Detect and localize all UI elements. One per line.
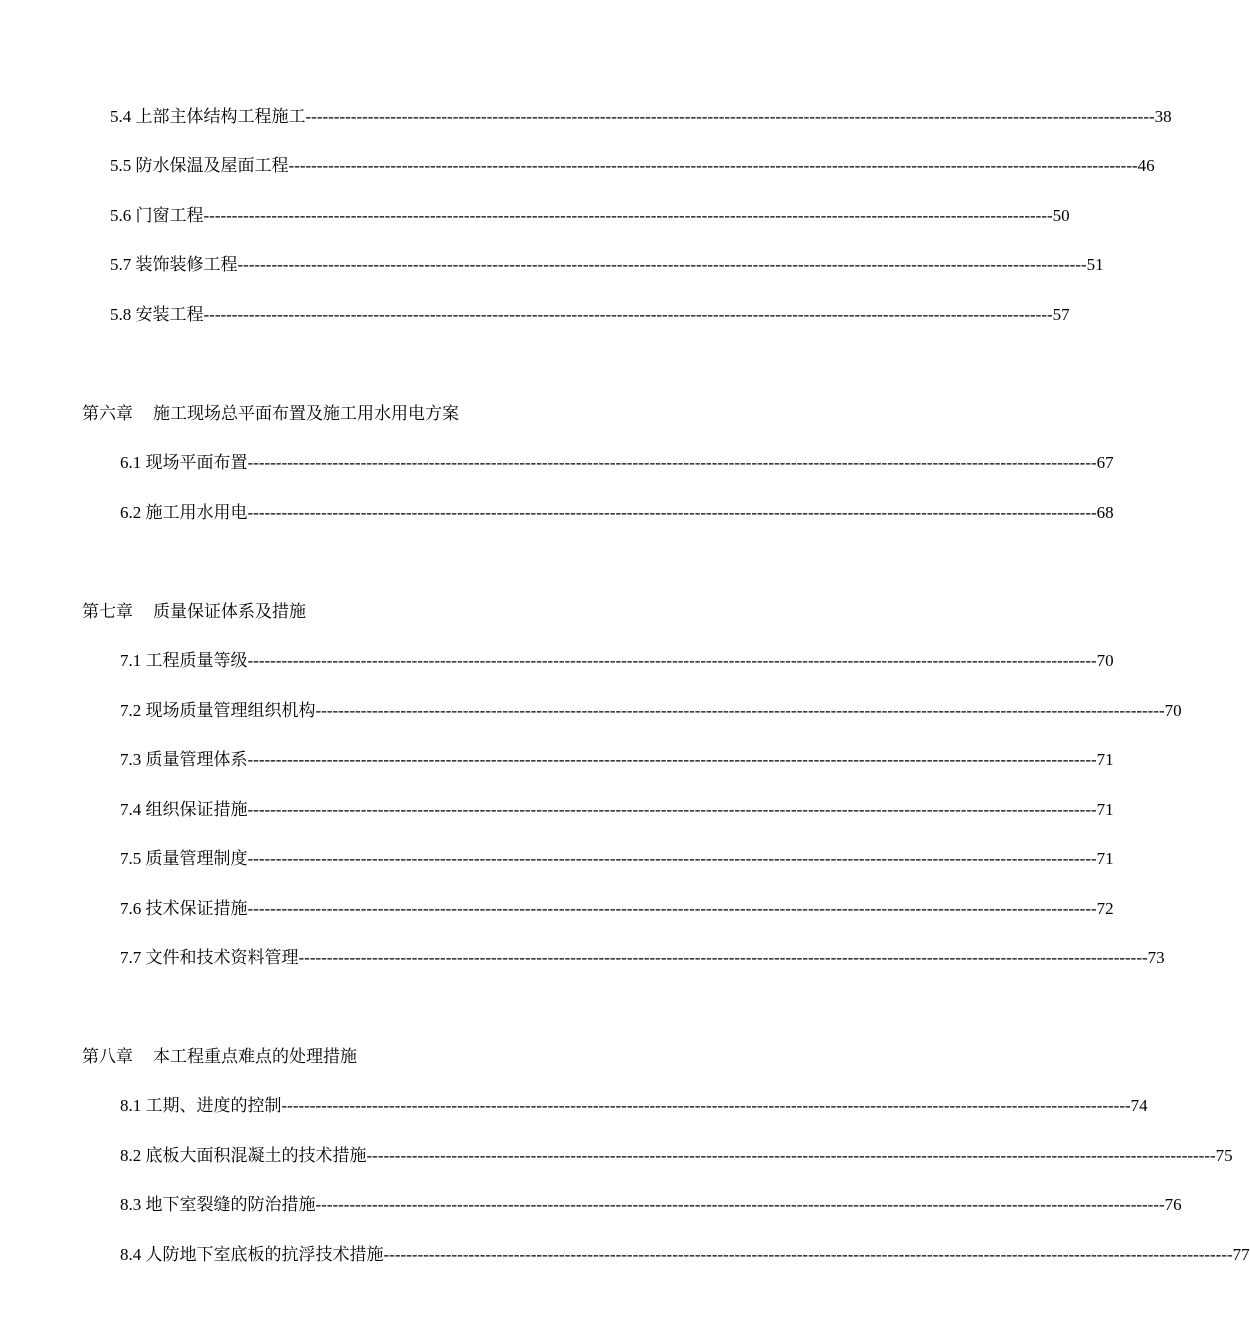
toc-entry-label: 7.4 组织保证措施 [120, 800, 248, 819]
toc-entry-label: 8.3 地下室裂缝的防治措施 [120, 1195, 316, 1214]
chapter-number: 第八章 [82, 1047, 133, 1067]
toc-entry-label: 7.6 技术保证措施 [120, 899, 248, 918]
toc-entry-7-2[interactable] [120, 700, 1182, 722]
toc-dot-leader: ------------------------------------------------------------------------------------------------------------------------------------------------------ [366, 1146, 1216, 1165]
toc-page-number: 68 [1096, 503, 1114, 522]
chapter-heading-7[interactable] [82, 601, 306, 623]
toc-dot-leader: ------------------------------------------------------------------------------------------------------------------------------------------------------ [247, 651, 1097, 670]
toc-page-number: 71 [1096, 750, 1114, 769]
toc-page-number: 70 [1096, 651, 1114, 670]
toc-entry-label: 7.2 现场质量管理组织机构 [120, 701, 316, 720]
toc-page-number: 71 [1096, 849, 1114, 868]
chapter-heading-8[interactable] [82, 1046, 357, 1068]
toc-entry-8-1[interactable] [120, 1095, 1148, 1117]
toc-entry-label: 5.7 装饰装修工程 [110, 255, 238, 274]
toc-entry-7-1[interactable] [120, 650, 1114, 672]
toc-dot-leader: ------------------------------------------------------------------------------------------------------------------------------------------------------ [305, 107, 1155, 126]
toc-page-number: 74 [1130, 1096, 1148, 1115]
toc-page-number: 38 [1154, 107, 1172, 126]
toc-entry-5-8[interactable] [110, 304, 1070, 326]
toc-page-number: 67 [1096, 453, 1114, 472]
toc-entry-5-6[interactable] [110, 205, 1070, 227]
toc-entry-label: 7.1 工程质量等级 [120, 651, 248, 670]
toc-entry-7-6[interactable] [120, 898, 1114, 920]
chapter-heading-6[interactable] [82, 403, 459, 425]
toc-entry-7-5[interactable] [120, 848, 1114, 870]
toc-entry-label: 5.8 安装工程 [110, 305, 204, 324]
toc-dot-leader: ------------------------------------------------------------------------------------------------------------------------------------------------------ [247, 899, 1097, 918]
toc-entry-label: 5.4 上部主体结构工程施工 [110, 107, 306, 126]
toc-entry-label: 7.7 文件和技术资料管理 [120, 948, 299, 967]
toc-dot-leader: ------------------------------------------------------------------------------------------------------------------------------------------------------ [298, 948, 1148, 967]
toc-entry-5-7[interactable] [110, 254, 1104, 276]
toc-dot-leader: ------------------------------------------------------------------------------------------------------------------------------------------------------ [247, 800, 1097, 819]
toc-entry-label: 7.5 质量管理制度 [120, 849, 248, 868]
toc-entry-6-2[interactable] [120, 502, 1114, 524]
toc-entry-7-3[interactable] [120, 749, 1114, 771]
toc-entry-8-3[interactable] [120, 1194, 1182, 1216]
chapter-number: 第七章 [82, 602, 133, 622]
toc-dot-leader: ------------------------------------------------------------------------------------------------------------------------------------------------------ [237, 255, 1087, 274]
toc-entry-label: 5.5 防水保温及屋面工程 [110, 156, 289, 175]
toc-entry-label: 6.1 现场平面布置 [120, 453, 248, 472]
toc-entry-5-4[interactable] [110, 106, 1172, 128]
toc-entry-8-2[interactable] [120, 1145, 1233, 1167]
chapter-number: 第六章 [82, 404, 133, 424]
toc-dot-leader: ------------------------------------------------------------------------------------------------------------------------------------------------------ [315, 1195, 1165, 1214]
toc-dot-leader: ------------------------------------------------------------------------------------------------------------------------------------------------------ [315, 701, 1165, 720]
toc-page-number: 57 [1052, 305, 1070, 324]
toc-entry-7-4[interactable] [120, 799, 1114, 821]
toc-dot-leader: ------------------------------------------------------------------------------------------------------------------------------------------------------ [247, 503, 1097, 522]
toc-entry-label: 8.4 人防地下室底板的抗浮技术措施 [120, 1245, 384, 1264]
toc-entry-8-4[interactable] [120, 1244, 1250, 1266]
toc-dot-leader: ------------------------------------------------------------------------------------------------------------------------------------------------------ [281, 1096, 1131, 1115]
toc-dot-leader: ------------------------------------------------------------------------------------------------------------------------------------------------------ [247, 750, 1097, 769]
toc-dot-leader: ------------------------------------------------------------------------------------------------------------------------------------------------------ [203, 305, 1053, 324]
toc-dot-leader: ------------------------------------------------------------------------------------------------------------------------------------------------------ [247, 849, 1097, 868]
toc-entry-5-5[interactable] [110, 155, 1155, 177]
chapter-title: 质量保证体系及措施 [153, 602, 306, 622]
toc-page-number: 77 [1232, 1245, 1250, 1264]
toc-page-number: 72 [1096, 899, 1114, 918]
toc-page-number: 50 [1052, 206, 1070, 225]
toc-entry-label: 6.2 施工用水用电 [120, 503, 248, 522]
chapter-title: 施工现场总平面布置及施工用水用电方案 [153, 404, 459, 424]
toc-page-number: 70 [1164, 701, 1182, 720]
chapter-title: 本工程重点难点的处理措施 [153, 1047, 357, 1067]
toc-dot-leader: ------------------------------------------------------------------------------------------------------------------------------------------------------ [247, 453, 1097, 472]
toc-page-number: 75 [1215, 1146, 1233, 1165]
toc-page-number: 46 [1137, 156, 1155, 175]
toc-entry-7-7[interactable] [120, 947, 1165, 969]
toc-page-number: 76 [1164, 1195, 1182, 1214]
toc-dot-leader: ------------------------------------------------------------------------------------------------------------------------------------------------------ [383, 1245, 1233, 1264]
toc-entry-label: 8.2 底板大面积混凝土的技术措施 [120, 1146, 367, 1165]
toc-page-number: 51 [1086, 255, 1104, 274]
toc-dot-leader: ------------------------------------------------------------------------------------------------------------------------------------------------------ [203, 206, 1053, 225]
toc-entry-label: 5.6 门窗工程 [110, 206, 204, 225]
toc-dot-leader: ------------------------------------------------------------------------------------------------------------------------------------------------------ [288, 156, 1138, 175]
toc-entry-label: 8.1 工期、进度的控制 [120, 1096, 282, 1115]
toc-entry-6-1[interactable] [120, 452, 1114, 474]
toc-entry-label: 7.3 质量管理体系 [120, 750, 248, 769]
toc-page-number: 71 [1096, 800, 1114, 819]
toc-page-number: 73 [1147, 948, 1165, 967]
